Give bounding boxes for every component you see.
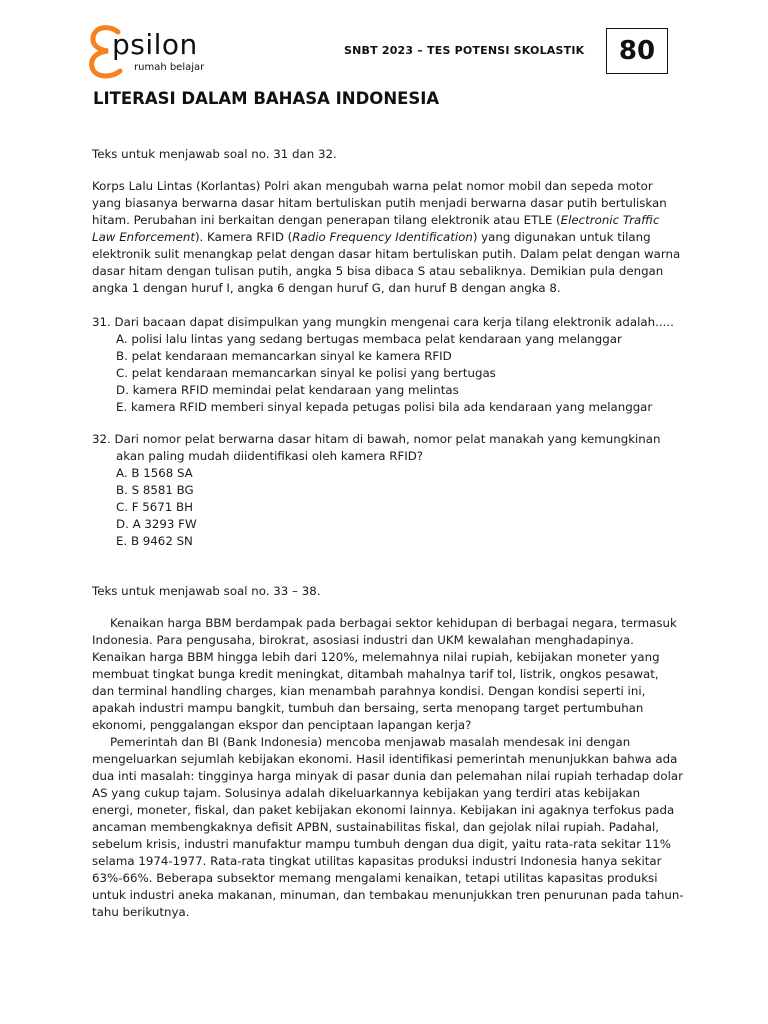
passage-1-italic-etle: Electronic Traffic Law Enforcement: [92, 213, 660, 244]
passage-1-text-c: ) yang digunakan untuk tilang elektronik sulit menangkap pelat dengan dasar hitam bertuliskan putih. Dalam pelat dengan warna dasar hitam dengan tulisan putih, angka 5 bisa dibaca S atau sebaliknya. Demikian pula dengan angka 1 dengan huruf I, angka 6 dengan huruf G, dan huruf B dengan angka 8.: [92, 230, 681, 295]
passage-2-paragraph-1: Kenaikan harga BBM berdampak pada berbagai sektor kehidupan di berbagai negara, termasuk Indonesia. Para pengusaha, birokrat, asosiasi industri dan UKM kewalahan menghadapinya. Kenaikan harga BBM hingga lebih dari 120%, melemahnya nilai rupiah, kebijakan moneter yang membuat tingkat bunga kredit meningkat, ditambah mahalnya tarif tol, listrik, ongkos pesawat, dan terminal handling charges, kian menambah parahnya kondisi. Dengan kondisi seperti ini, apakah industri mampu bangkit, tumbuh dan bersaing, serta menopang target pertumbuhan ekonomi, penggalangan ekspor dan penciptaan lapangan kerja?: [92, 616, 677, 732]
question-31-options: [92, 331, 684, 416]
option-c: C. F 5671 BH: [116, 500, 194, 514]
option-d: D. kamera RFID memindai pelat kendaraan yang melintas: [116, 383, 459, 397]
passage-1-italic-rfid: Radio Frequency Identification: [292, 230, 473, 244]
passage-2: [92, 615, 684, 921]
intro-31-32: Teks untuk menjawab soal no. 31 dan 32.: [92, 147, 337, 161]
question-32-options: [92, 465, 684, 550]
option-a: A. B 1568 SA: [116, 466, 193, 480]
question-31-stem: 31. Dari bacaan dapat disimpulkan yang mungkin mengenai cara kerja tilang elektronik adalah.....: [92, 315, 674, 329]
brand-tagline: rumah belajar: [134, 62, 205, 73]
epsilon-logo: [88, 24, 218, 80]
option-e: E. B 9462 SN: [116, 534, 193, 548]
option-a: A. polisi lalu lintas yang sedang bertugas membaca pelat kendaraan yang melanggar: [116, 332, 622, 346]
option-d: D. A 3293 FW: [116, 517, 197, 531]
option-b: B. pelat kendaraan memancarkan sinyal ke kamera RFID: [116, 349, 452, 363]
intro-33-38: Teks untuk menjawab soal no. 33 – 38.: [92, 584, 321, 598]
question-32-stem: 32. Dari nomor pelat berwarna dasar hitam di bawah, nomor pelat manakah yang kemungkinan akan paling mudah diidentifikasi oleh kamera RFID?: [92, 432, 661, 463]
passage-1-text-a: Korps Lalu Lintas (Korlantas) Polri akan mengubah warna pelat nomor mobil dan sepeda motor yang biasanya berwarna dasar hitam bertuliskan putih menjadi berwarna dasar putih bertuliskan hitam. Perubahan ini berkaitan dengan penerapan tilang elektronik atau ETLE (: [92, 179, 667, 227]
option-b: B. S 8581 BG: [116, 483, 194, 497]
question-32: [92, 431, 684, 550]
passage-1-text-b: ). Kamera RFID (: [194, 230, 293, 244]
header-title: SNBT 2023 – TES POTENSI SKOLASTIK: [344, 44, 585, 57]
brand-name: psilon: [112, 28, 198, 61]
passage-2-paragraph-2: Pemerintah dan BI (Bank Indonesia) mencoba menjawab masalah mendesak ini dengan mengeluarkan sejumlah kebijakan ekonomi. Hasil identifikasi pemerintah menunjukkan bahwa ada dua inti masalah: tingginya harga minyak di pasar dunia dan pelemahan nilai rupiah terhadap dolar AS yang cukup tajam. Solusinya adalah dikeluarkannya kebijakan yang terdiri atas kebijakan energi, moneter, fiskal, dan paket kebijakan ekonomi lainnya. Kebijakan ini agaknya terfokus pada ancaman membengkaknya defisit APBN, sustainabilitas fiskal, dan gejolak nilai rupiah. Padahal, sebelum krisis, industri manufaktur mampu tumbuh dengan dua digit, yaitu rata-rata sekitar 11% selama 1974-1977. Rata-rata tingkat utilitas kapasitas produksi industri Indonesia hanya sekitar 63%-66%. Beberapa subsektor memang mengalami kenaikan, tetapi utilitas kapasitas produksi untuk industri aneka makanan, minuman, dan tembakau menunjukkan tren penurunan pada tahun-tahu berikutnya.: [92, 735, 684, 919]
page-number: 80: [606, 28, 668, 74]
question-31: [92, 314, 684, 416]
option-e: E. kamera RFID memberi sinyal kepada petugas polisi bila ada kendaraan yang melanggar: [116, 400, 653, 414]
option-c: C. pelat kendaraan memancarkan sinyal ke polisi yang bertugas: [116, 366, 496, 380]
passage-1: [92, 178, 684, 297]
section-title: LITERASI DALAM BAHASA INDONESIA: [93, 89, 440, 108]
